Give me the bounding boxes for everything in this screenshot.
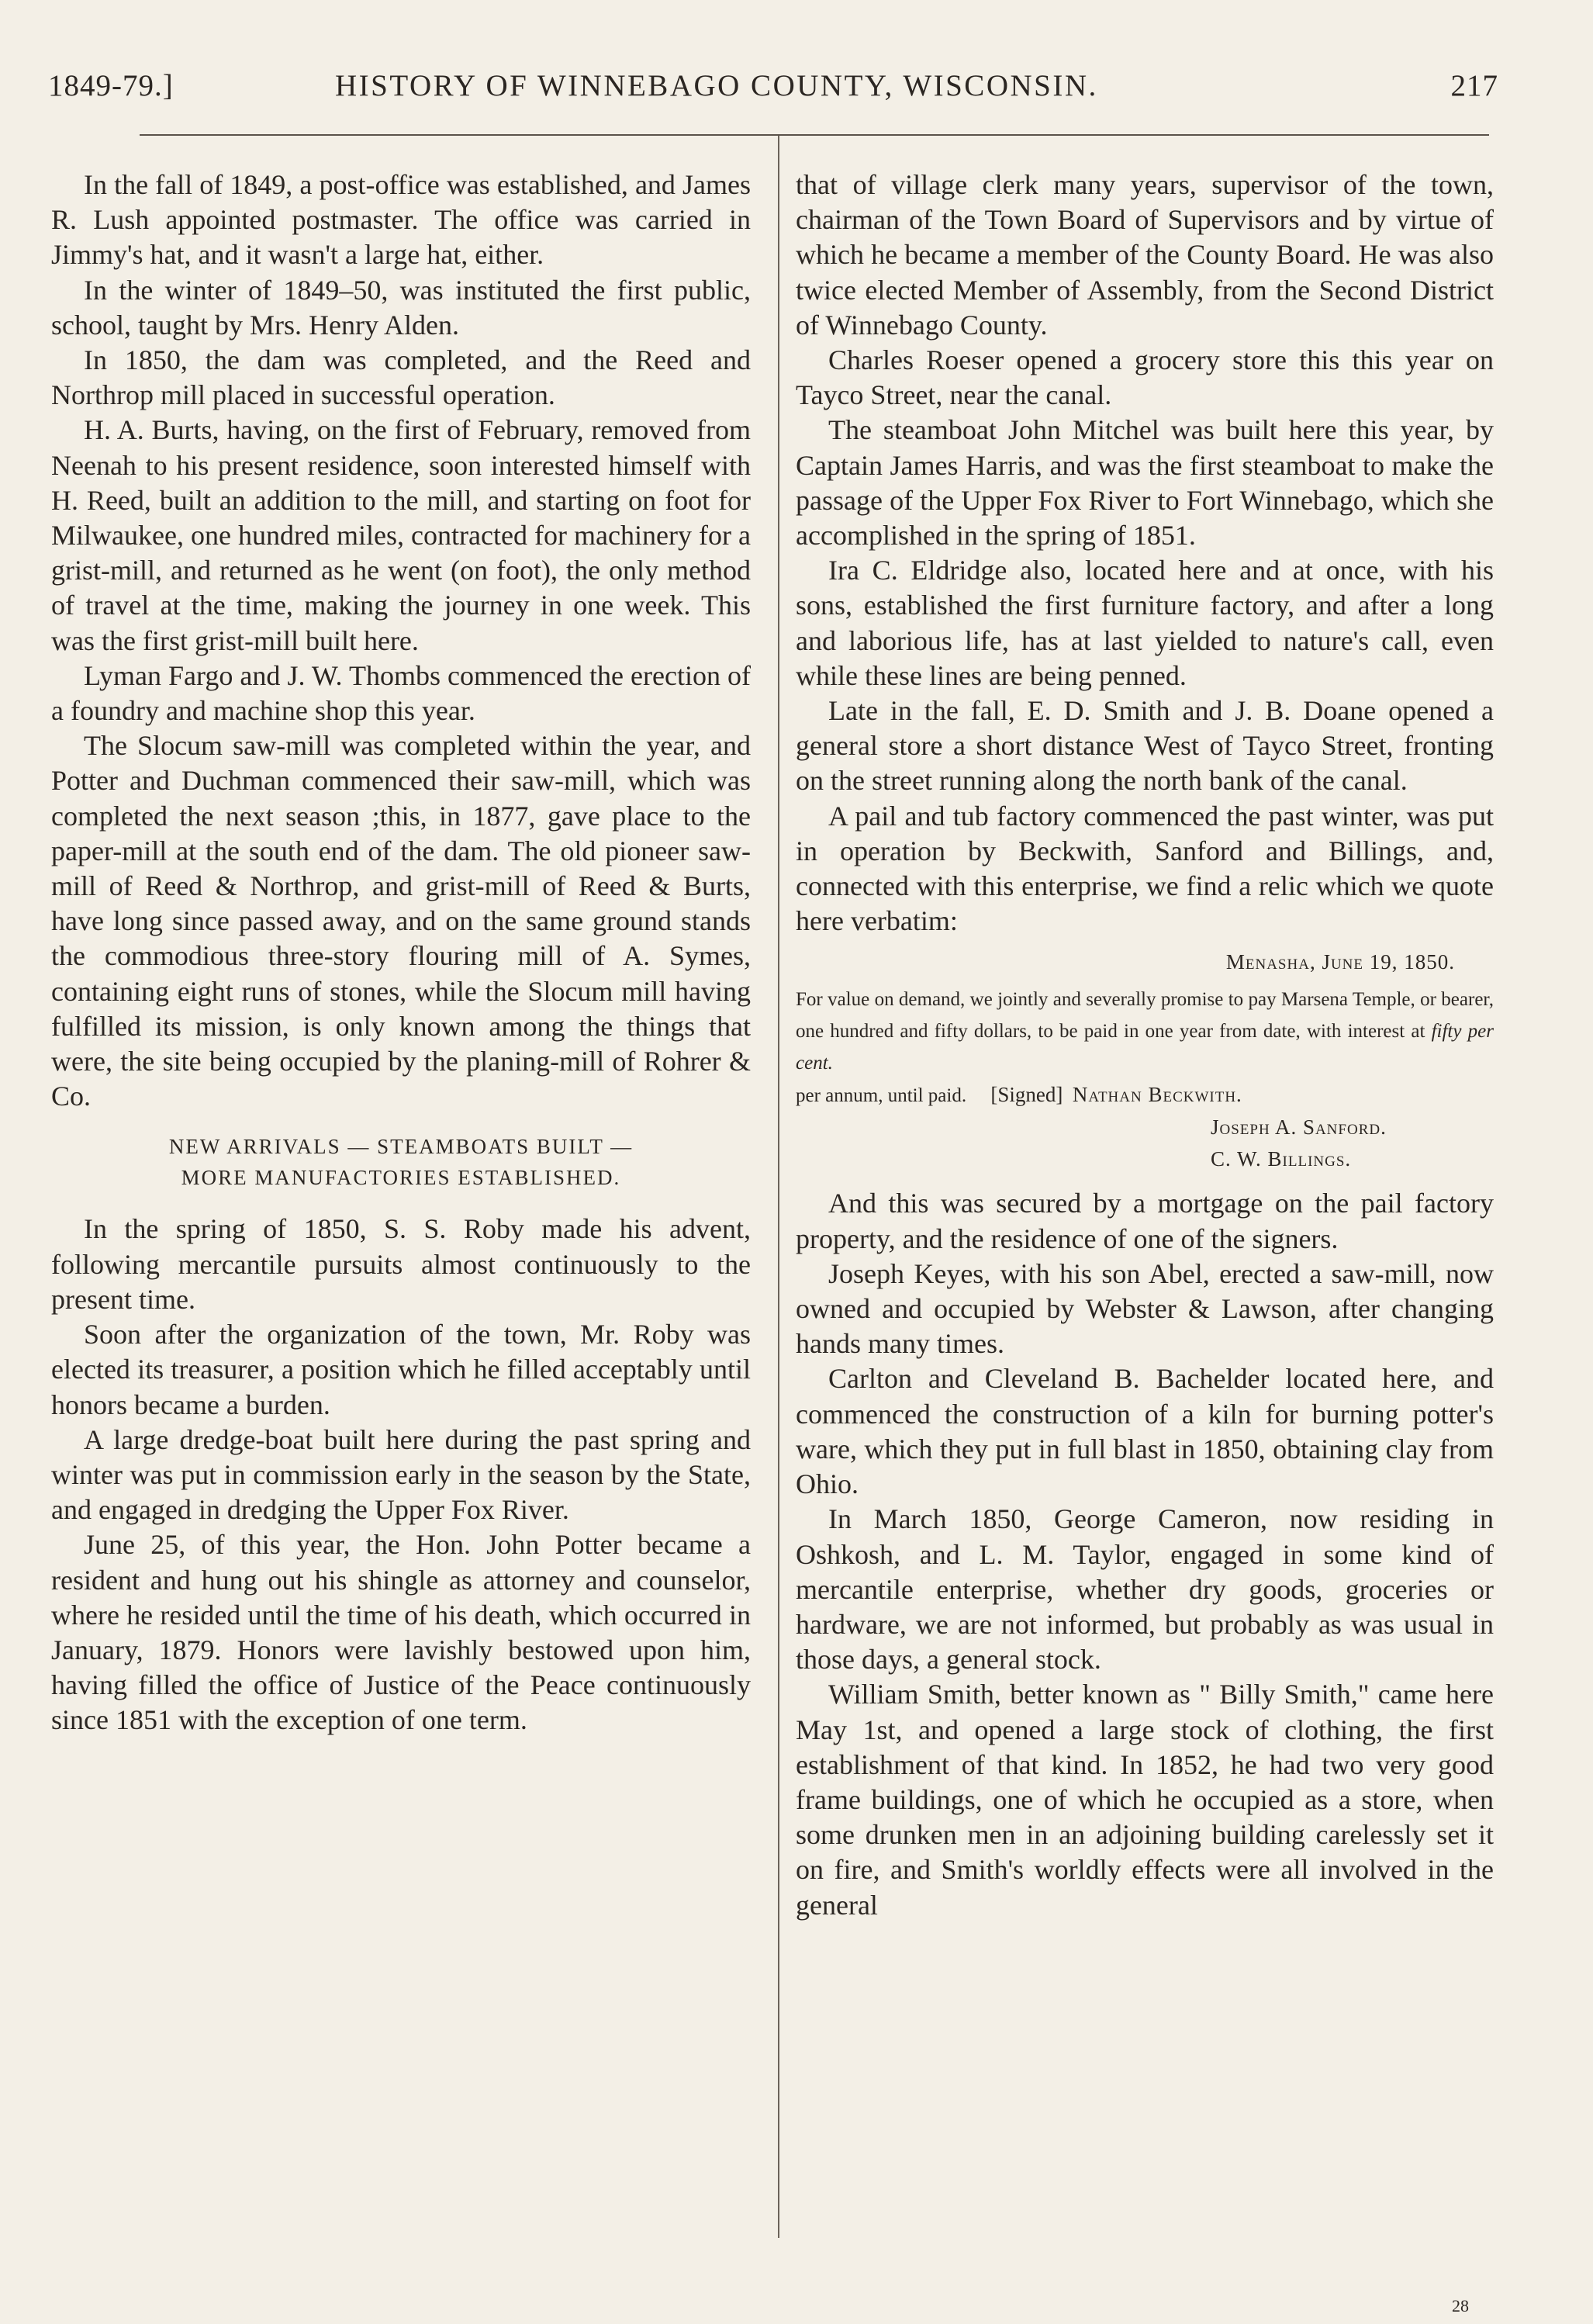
- paragraph: In 1850, the dam was completed, and the Reed and Northrop mill placed in successful operation.: [51, 344, 751, 411]
- paragraph: H. A. Burts, having, on the first of February, removed from Neenah to his present residence, soon interested himself with H. Reed, built an addition to the mill, and starting on foot for Milwaukee, one hundred miles, contracted for machinery for a grist-mill, and returned as he went (on foot), the only method of travel at the time, making the journey in one week. This was the first grist-mill built here.: [51, 414, 751, 656]
- paragraph: Joseph Keyes, with his son Abel, erected a saw-mill, now owned and occupied by Webster & Lawson, after changing hands many times.: [796, 1257, 1494, 1360]
- paragraph: Charles Roeser opened a grocery store this this year on Tayco Street, near the canal.: [796, 344, 1494, 411]
- paragraph: And this was secured by a mortgage on the pail factory property, and the residence of one of the signers.: [796, 1188, 1494, 1254]
- section-heading-line: MORE MANUFACTORIES ESTABLISHED.: [181, 1166, 621, 1190]
- note-signer: C. W. Billings.: [1211, 1147, 1352, 1171]
- paragraph: In the spring of 1850, S. S. Roby made his advent, following mercantile pursuits almost continuously to the present time.: [51, 1213, 751, 1315]
- note-signer: Joseph A. Sanford.: [1211, 1115, 1387, 1140]
- note-signature-line: [796, 1079, 1494, 1112]
- note-body: [796, 984, 1494, 1079]
- section-heading: [51, 1131, 751, 1193]
- paragraph: A large dredge-boat built here during the past spring and winter was put in commission early in the season by the State, and engaged in dredging the Upper Fox River.: [51, 1423, 751, 1526]
- paragraph: The steamboat John Mitchel was built here this year, by Captain James Harris, and was the first steamboat to make the passage of the Upper Fox River to Fort Winnebago, which she accomplished in the spring of 1851.: [796, 414, 1494, 552]
- note-signed-label: [Signed]: [990, 1083, 1063, 1107]
- signature-mark: 28: [1452, 2296, 1469, 2315]
- paragraph-continuation: that of village clerk many years, supervisor of the town, chairman of the Town Board of Supervisors and by virtue of which he became a member of the County Board. He was also twice elected Member of Assembly, from the Second District of Winnebago County.: [796, 169, 1494, 341]
- paragraph: In the winter of 1849–50, was instituted the first public, school, taught by Mrs. Henry Alden.: [51, 274, 751, 341]
- quoted-note: [796, 945, 1494, 1175]
- paragraph: Lyman Fargo and J. W. Thombs commenced the erection of a foundry and machine shop this year.: [51, 659, 751, 727]
- paragraph: Soon after the organization of the town, Mr. Roby was elected its treasurer, a position which he filled acceptably until honors became a burden.: [51, 1319, 751, 1420]
- header-rule: [140, 134, 1489, 136]
- paragraph: Carlton and Cleveland B. Bachelder located here, and commenced the construction of a kiln for burning potter's ware, which they put in full blast in 1850, obtaining clay from Ohio.: [796, 1363, 1494, 1500]
- left-column: [51, 168, 751, 1738]
- header-date-range: 1849-79.]: [48, 69, 174, 102]
- column-divider: [778, 136, 779, 2238]
- paragraph: In the fall of 1849, a post-office was established, and James R. Lush appointed postmaster. The office was carried in Jimmy's hat, and it wasn't a large hat, either.: [51, 169, 751, 271]
- paragraph: June 25, of this year, the Hon. John Potter became a resident and hung out his shingle as attorney and counselor, where he resided until the time of his death, which occurred in January, 1879. Honors were lavishly bestowed upon him, having filled the office of Justice of the Peace continuously since 1851 with the exception of one term.: [51, 1529, 751, 1736]
- page-number: 217: [1450, 69, 1498, 102]
- header-title: HISTORY OF WINNEBAGO COUNTY, WISCONSIN.: [335, 69, 1098, 102]
- note-body-italic: fifty per cent.: [796, 1021, 1494, 1074]
- paragraph: William Smith, better known as " Billy Smith," came here May 1st, and opened a large stock of clothing, the first establishment of that kind. In 1852, he had two very good frame buildings, one of which he occupied as a store, when some drunken men in an adjoining building carelessly set it on fire, and Smith's worldly effects were all involved in the general: [796, 1679, 1494, 1921]
- running-head: [48, 68, 1498, 115]
- paragraph: The Slocum saw-mill was completed within the year, and Potter and Duchman commenced their saw-mill, which was completed the next season ;this, in 1877, gave place to the paper-mill at the south end of the dam. The old pioneer saw-mill of Reed & Northrop, and grist-mill of Reed & Burts, have long since passed away, and on the same ground stands the commodious three-story flouring mill of A. Symes, containing eight runs of stones, while the Slocum mill having fulfilled its mission, is only known among the things that were, the site being occupied by the planing-mill of Rohrer & Co.: [51, 730, 751, 1112]
- note-dateline: Menasha, June 19, 1850.: [1225, 950, 1455, 974]
- paragraph: Ira C. Eldridge also, located here and at once, with his sons, established the first furniture factory, and after a long and laborious life, has at last yielded to nature's call, even while these lines are being penned.: [796, 555, 1494, 691]
- right-column: [796, 168, 1494, 1923]
- section-heading-line: NEW ARRIVALS — STEAMBOATS BUILT —: [168, 1135, 634, 1159]
- paragraph: In March 1850, George Cameron, now residing in Oshkosh, and L. M. Taylor, engaged in some kind of mercantile enterprise, whether dry goods, groceries or hardware, we are not informed, but probably as was usual in those days, a general stock.: [796, 1503, 1494, 1676]
- paragraph: A pail and tub factory commenced the past winter, was put in operation by Beckwith, Sanford and Billings, and, connected with this enterprise, we find a relic which we quote here verbatim:: [796, 800, 1494, 937]
- note-body-text: For value on demand, we jointly and severally promise to pay Marsena Temple, or bearer, one hundred and fifty dollars, to be paid in one year from date, with interest at: [796, 989, 1494, 1043]
- paragraph: Late in the fall, E. D. Smith and J. B. Doane opened a general store a short distance West of Tayco Street, fronting on the street running along the north bank of the canal.: [796, 695, 1494, 797]
- note-signer: Nathan Beckwith.: [1072, 1083, 1242, 1107]
- note-body-end: per annum, until paid.: [796, 1085, 967, 1107]
